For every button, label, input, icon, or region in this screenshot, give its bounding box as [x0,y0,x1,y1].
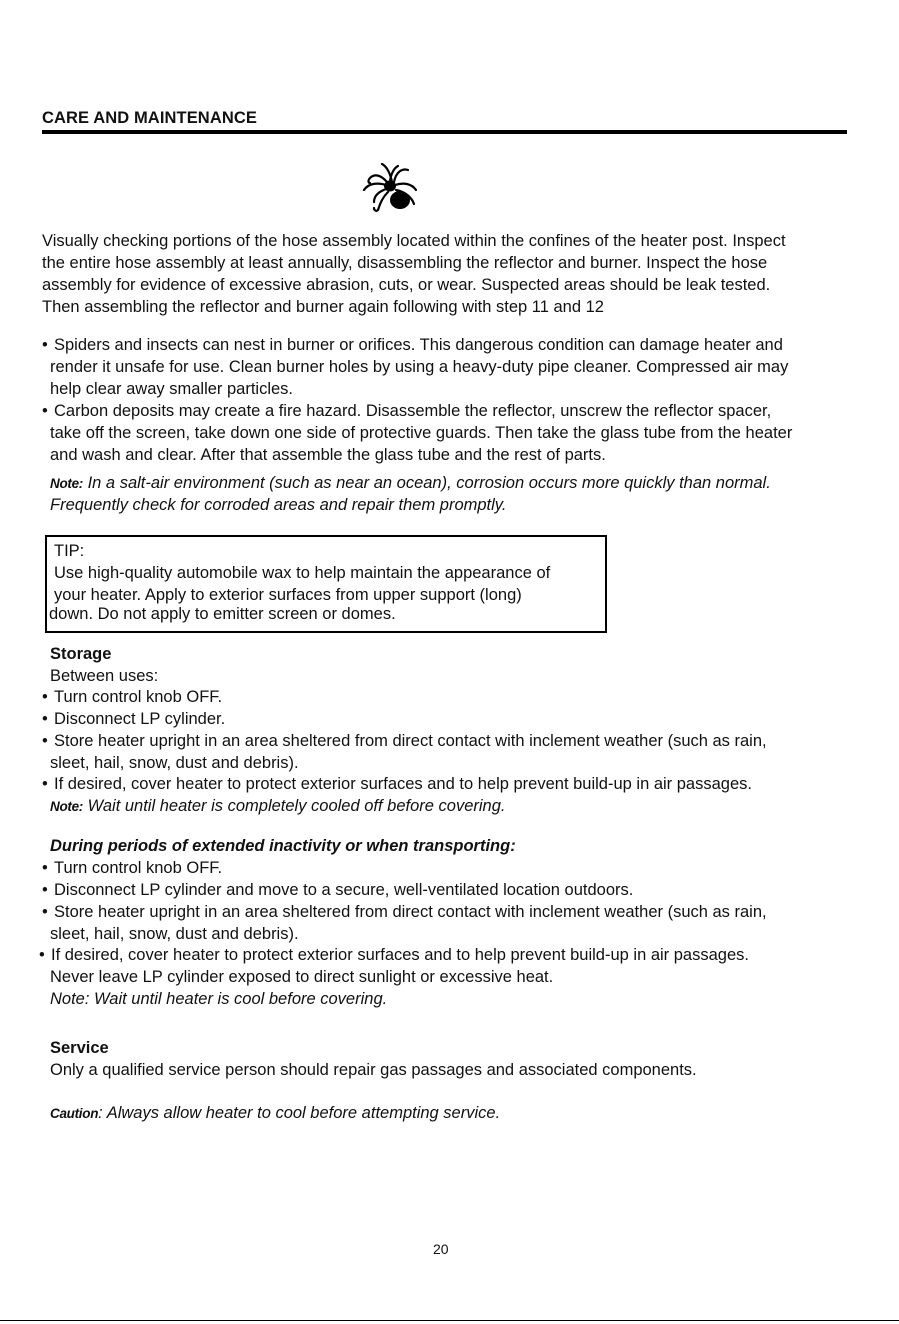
bullet-dot: • [42,336,48,354]
tip-line: down. Do not apply to emitter screen or domes. [49,605,396,623]
transport-note: Note: Wait until heater is cool before covering. [50,990,388,1008]
bullet-dot: • [42,859,48,877]
bullet-dot: • [42,710,48,728]
page-number: 20 [433,1241,449,1257]
list-item: • If desired, cover heater to protect exterior surfaces and to help prevent build-up in air passages. [42,775,752,793]
spider-icon [354,152,424,222]
intro-line: the entire hose assembly at least annually, disassembling the reflector and burner. Inspect the hose [42,254,768,272]
storage-note: Note: Wait until heater is completely cooled off before covering. [50,797,506,815]
caution-label: Caution [50,1106,99,1121]
list-item: • If desired, cover heater to protect exterior surfaces and to help prevent build-up in air passages. [39,946,749,964]
section-title: CARE AND MAINTENANCE [42,109,257,127]
salt-air-note-continuation: Frequently check for corroded areas and repair them promptly. [50,496,507,514]
list-item: • Carbon deposits may create a fire hazard. Disassemble the reflector, unscrew the reflector spacer, [42,402,772,420]
list-item: • Turn control knob OFF. [42,688,223,706]
intro-paragraph [42,230,786,318]
header-rule [42,130,847,134]
list-item: • Disconnect LP cylinder. [42,710,226,728]
list-item-continuation: help clear away smaller particles. [50,380,294,398]
list-item: • Spiders and insects can nest in burner or orifices. This dangerous condition can damage heater and [42,336,783,354]
list-item-continuation: sleet, hail, snow, dust and debris). [50,754,299,772]
service-heading: Service [50,1039,109,1057]
tip-line: your heater. Apply to exterior surfaces from upper support (long) [54,586,522,604]
list-item: • Disconnect LP cylinder and move to a secure, well-ventilated location outdoors. [42,881,634,899]
caution-note: Caution: Always allow heater to cool before attempting service. [50,1104,501,1122]
bullet-dot: • [42,688,48,706]
bullet-dot: • [42,881,48,899]
note-label: Note: [50,799,83,814]
transport-warning: Never leave LP cylinder exposed to direct sunlight or excessive heat. [50,968,554,986]
storage-subheading: Between uses: [50,667,159,685]
tip-line: Use high-quality automobile wax to help maintain the appearance of [54,564,551,582]
list-item-continuation: take off the screen, take down one side of protective guards. Then take the glass tube from the heater [50,424,793,442]
salt-air-note: Note: In a salt-air environment (such as near an ocean), corrosion occurs more quickly than normal. [50,474,771,492]
bullet-dot: • [39,946,45,964]
bullet-dot: • [42,775,48,793]
intro-line: assembly for evidence of excessive abrasion, cuts, or wear. Suspected areas should be leak tested. [42,276,771,294]
bullet-dot: • [42,732,48,750]
intro-line: Visually checking portions of the hose assembly located within the confines of the heater post. Inspect [42,232,786,250]
bullet-dot: • [42,903,48,921]
list-item-continuation: and wash and clear. After that assemble the glass tube and the rest of parts. [50,446,606,464]
intro-line: Then assembling the reflector and burner again following with step 11 and 12 [42,298,604,316]
list-item-continuation: render it unsafe for use. Clean burner holes by using a heavy-duty pipe cleaner. Compressed air may [50,358,789,376]
service-text: Only a qualified service person should repair gas passages and associated components. [50,1061,697,1079]
note-label: Note: [50,476,83,491]
bullet-dot: • [42,402,48,420]
tip-heading: TIP: [54,542,85,560]
storage-heading: Storage [50,645,112,663]
transport-heading: During periods of extended inactivity or when transporting: [50,837,516,855]
list-item: • Turn control knob OFF. [42,859,223,877]
bottom-rule [0,1320,899,1321]
list-item: • Store heater upright in an area sheltered from direct contact with inclement weather (such as rain, [42,732,767,750]
list-item: • Store heater upright in an area sheltered from direct contact with inclement weather (such as rain, [42,903,767,921]
list-item-continuation: sleet, hail, snow, dust and debris). [50,925,299,943]
